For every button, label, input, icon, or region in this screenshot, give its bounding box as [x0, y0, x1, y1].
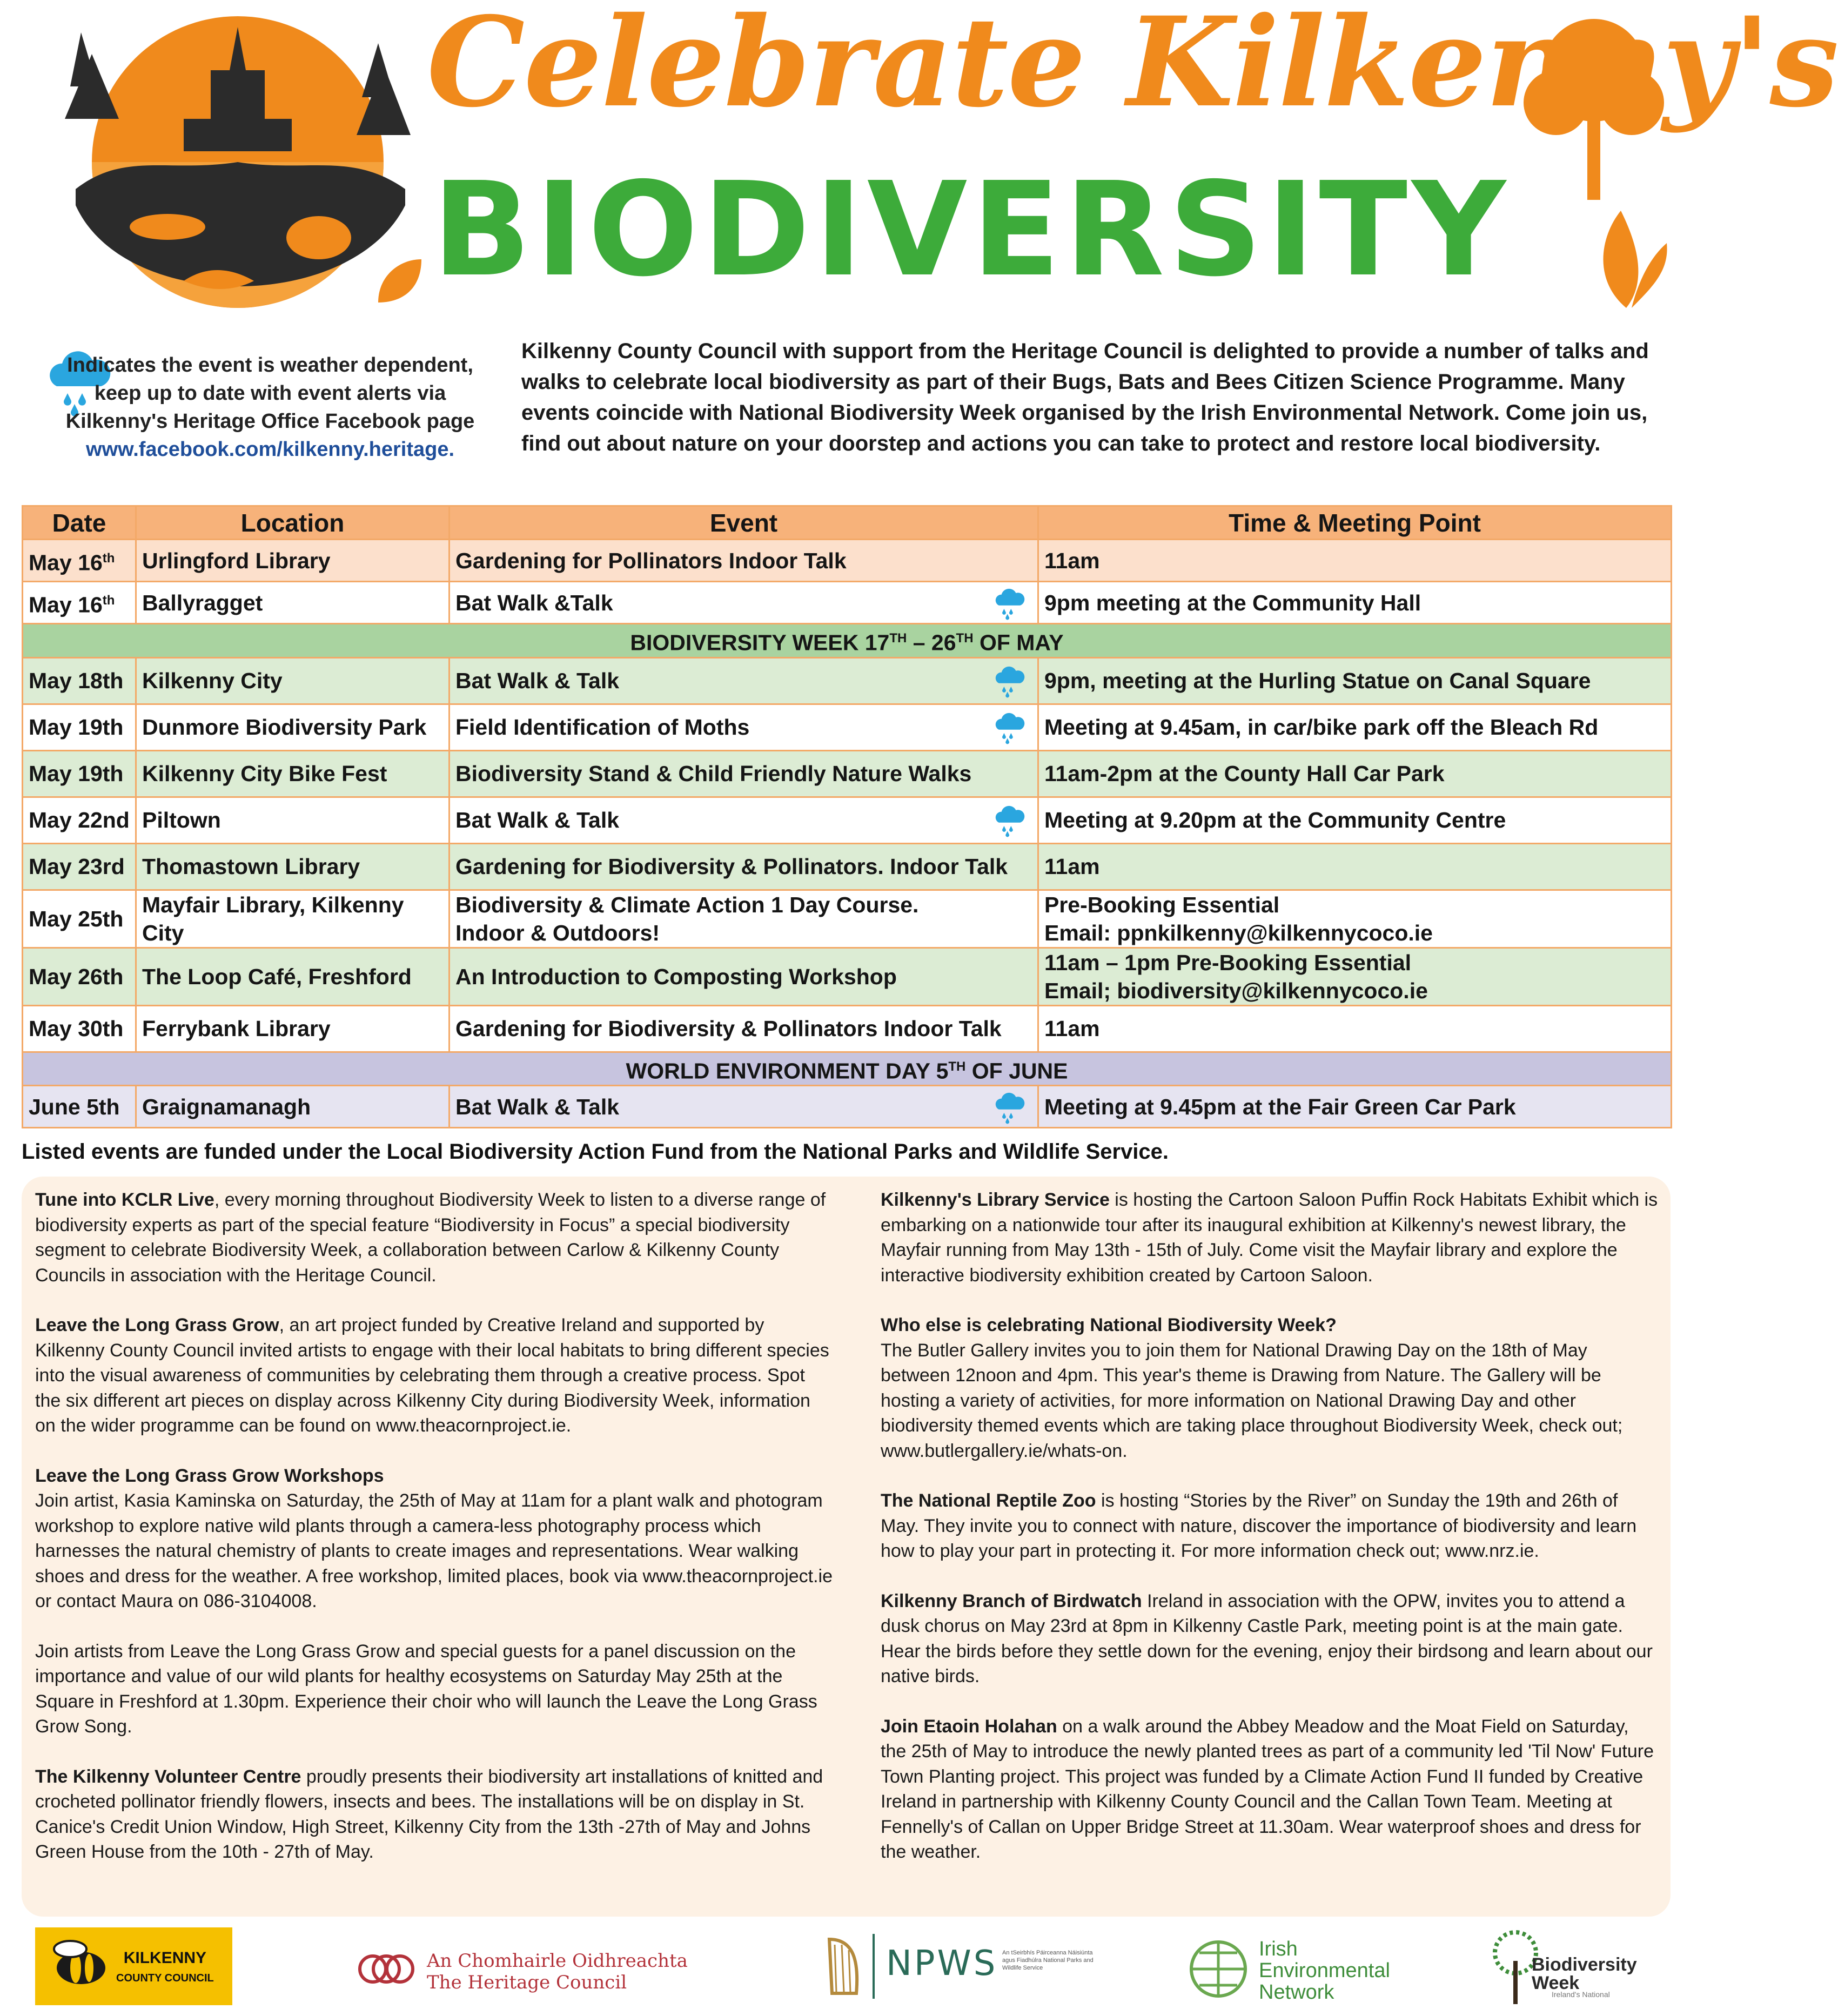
events-table	[22, 505, 1672, 1128]
kilkenny-logo-line2: COUNTY COUNCIL	[116, 1972, 214, 1984]
cell-time: 11am	[1038, 843, 1672, 890]
ien-line2: Environmental	[1259, 1959, 1390, 1982]
table-row	[23, 582, 1672, 624]
cell-time: 11am – 1pm Pre-Booking Essential Email; biodiversity@kilkennycoco.ie	[1038, 947, 1672, 1005]
funding-note: Listed events are funded under the Local Biodiversity Action Fund from the National Parks and Wildlife Service.	[22, 1140, 1169, 1164]
kilkenny-county-council-logo	[35, 1927, 232, 2005]
title-biodiversity: BIODIVERSITY	[432, 154, 1510, 305]
section-header-row	[23, 1052, 1672, 1086]
header-location: Location	[136, 506, 450, 540]
table-row	[23, 1005, 1672, 1052]
cell-location: Piltown	[136, 797, 450, 843]
table-header-row	[23, 506, 1672, 540]
info-column-right	[881, 1187, 1659, 1890]
table-row	[23, 704, 1672, 750]
cell-time: Pre-Booking Essential Email: ppnkilkenny@kilkennycoco.ie	[1038, 890, 1672, 947]
cell-location: Kilkenny City	[136, 657, 450, 704]
npws-logo: NPWS	[886, 1944, 998, 1984]
ien-globe-icon	[1189, 1939, 1248, 1999]
section-header-row	[23, 624, 1672, 658]
weather-dependent-icon	[991, 803, 1028, 837]
cell-event: Bat Walk & Talk	[450, 797, 1038, 843]
info-paragraph: Kilkenny Branch of Birdwatch Ireland in association with the OPW, invites you to attend a dusk chorus on May 23rd at 8pm in Kilkenny Castle Park, meeting point is at the main gate. Hear the birds before they settle down for the evening, enjoy their birdsong and learn about our native birds.	[881, 1590, 1653, 1686]
cell-event: Bat Walk & Talk	[450, 657, 1038, 704]
header-date: Date	[23, 506, 136, 540]
weather-dependent-icon	[991, 586, 1028, 620]
cell-time: 9pm meeting at the Community Hall	[1038, 582, 1672, 624]
sponsor-logos	[0, 1923, 1691, 2016]
cell-location: Graignamanagh	[136, 1086, 450, 1128]
info-paragraph: Join artists from Leave the Long Grass Grow and special guests for a panel discussion on the importance and value of our wild plants for healthy ecosystems on Saturday May 25th at the Square in Freshford at 1.30pm. Experience their choir who will launch the Leave the Long Grass Grow Song.	[35, 1641, 817, 1737]
info-paragraph: Kilkenny's Library Service is hosting the Cartoon Saloon Puffin Rock Habitats Exhibit which is embarking on a nationwide tour after its inaugural exhibition at Kilkenny's newest library, the Mayfair running from May 13th - 15th of July. Come visit the Mayfair library and explore the interactive biodiversity exhibition created by Cartoon Saloon.	[881, 1190, 1658, 1286]
cell-date: May 16th	[23, 540, 136, 582]
ien-logo	[1259, 1938, 1390, 2003]
cell-event: Gardening for Pollinators Indoor Talk	[450, 540, 1038, 582]
bw-line2: Week	[1532, 1973, 1580, 1993]
weather-dependent-icon	[991, 1090, 1028, 1124]
legend-description: Indicates the event is weather dependent, keep up to date with event alerts via Kilkenny's Heritage Office Facebook page	[65, 354, 475, 433]
section-title: WORLD ENVIRONMENT DAY 5TH OF JUNE	[23, 1052, 1672, 1086]
cell-date: May 18th	[23, 657, 136, 704]
cell-location: Kilkenny City Bike Fest	[136, 750, 450, 797]
info-paragraph: Who else is celebrating National Biodiversity Week? The Butler Gallery invites you to join them for National Drawing Day on the 18th of May between 12noon and 4pm. This year's theme is Drawing from Nature. The Gallery will be hosting a variety of activities, for more information on National Drawing Day and other biodiversity themed events which are taking place throughout Biodiversity Week, check out; www.butlergallery.ie/whats-on.	[881, 1315, 1623, 1461]
header	[0, 0, 1838, 324]
cell-date: May 30th	[23, 1005, 136, 1052]
kilkenny-logo-line1: KILKENNY	[123, 1949, 207, 1967]
cell-date: May 19th	[23, 704, 136, 750]
intro-paragraph: Kilkenny County Council with support from the Heritage Council is delighted to provide a number of talks and walks to celebrate local biodiversity as part of their Bugs, Bats and Bees Citizen Science Programme. Many events coincide with National Biodiversity Week organised by the Irish Environmental Network. Come join us, find out about nature on your doorstep and actions you can take to protect and restore local biodiversity.	[521, 339, 1649, 455]
ien-line1: Irish	[1259, 1938, 1298, 1960]
table-row	[23, 1086, 1672, 1128]
biodiversity-week-logo	[1532, 1955, 1637, 1992]
table-row	[23, 843, 1672, 890]
bee-icon	[43, 1938, 113, 1992]
info-column-left	[35, 1187, 835, 1890]
table-row	[23, 657, 1672, 704]
cell-time: Meeting at 9.20pm at the Community Centre	[1038, 797, 1672, 843]
info-paragraph: The National Reptile Zoo is hosting “Stories by the River” on Sunday the 19th and 26th of May. They invite you to connect with nature, discover the importance of biodiversity and learn how to play your part in protecting it. For more information check out; www.nrz.ie.	[881, 1490, 1637, 1561]
weather-dependent-icon	[991, 664, 1028, 697]
npws-divider	[873, 1934, 875, 1999]
cell-time: Meeting at 9.45pm at the Fair Green Car Park	[1038, 1086, 1672, 1128]
cell-event: Field Identification of Moths	[450, 704, 1038, 750]
info-paragraph: Leave the Long Grass Grow Workshops Join artist, Kasia Kaminska on Saturday, the 25th of May at 11am for a plant walk and photogram workshop to explore native wild plants through a camera-less photography process which harnesses the natural chemistry of plants to create images and representations. Wear walking shoes and dress for the weather. A free workshop, limited places, book via www.theacornproject.ie or contact Maura on 086-3104008.	[35, 1465, 833, 1611]
cell-location: Urlingford Library	[136, 540, 450, 582]
cell-location: Mayfair Library, Kilkenny City	[136, 890, 450, 947]
cell-event: An Introduction to Composting Workshop	[450, 947, 1038, 1005]
orange-leaf-icon	[373, 254, 427, 308]
header-time: Time & Meeting Point	[1038, 506, 1672, 540]
cell-event: Bat Walk &Talk	[450, 582, 1038, 624]
cell-time: 11am	[1038, 540, 1672, 582]
cell-time: 11am-2pm at the County Hall Car Park	[1038, 750, 1672, 797]
section-title: BIODIVERSITY WEEK 17TH – 26TH OF MAY	[23, 624, 1672, 658]
info-paragraph: Leave the Long Grass Grow, an art project funded by Creative Ireland and supported by Kilkenny County Council invited artists to engage with their local habitats to bring different species into the visual awareness of communities by celebrating them through a creative process. Spot the six different art pieces on display across Kilkenny City during Biodiversity Week, information on the wider programme can be found on www.theacornproject.ie.	[35, 1315, 829, 1436]
facebook-link[interactable]: www.facebook.com/kilkenny.heritage.	[85, 438, 455, 461]
heritage-council-spiral-icon	[357, 1945, 416, 1993]
table-row	[23, 750, 1672, 797]
bw-line1: Biodiversity	[1532, 1954, 1637, 1975]
cell-event: Biodiversity & Climate Action 1 Day Course. Indoor & Outdoors!	[450, 890, 1038, 947]
header-event: Event	[450, 506, 1038, 540]
heritage-logo-irish: An Chomhairle Oidhreachta	[427, 1950, 688, 1972]
bw-subtext: Ireland's National	[1552, 1990, 1610, 1999]
cell-event: Gardening for Biodiversity & Pollinators Indoor Talk	[450, 1005, 1038, 1052]
orange-leaves-icon	[1588, 205, 1669, 313]
weather-dependent-icon	[991, 710, 1028, 744]
npws-subtext: An tSeirbhís Páirceanna Náisiúnta agus Fiadhúlra National Parks and Wildlife Service	[1002, 1950, 1094, 1971]
heritage-logo-english: The Heritage Council	[427, 1972, 627, 1993]
cell-date: May 25th	[23, 890, 136, 947]
cell-date: May 23rd	[23, 843, 136, 890]
info-paragraph: The Kilkenny Volunteer Centre proudly presents their biodiversity art installations of knitted and crocheted pollinator friendly flowers, insects and bees. The installations will be on display in St. Canice's Credit Union Window, High Street, Kilkenny City from the 13th -27th of May and Johns Green House from the 10th - 27th of May.	[35, 1766, 823, 1862]
cell-location: Ballyragget	[136, 582, 450, 624]
info-paragraph: Tune into KCLR Live, every morning throughout Biodiversity Week to listen to a diverse range of biodiversity experts as part of the special feature “Biodiversity in Focus” a special biodiversity segment to celebrate Biodiversity Week, a collaboration between Carlow & Kilkenny County Councils in association with the Heritage Council.	[35, 1190, 826, 1286]
weather-legend	[43, 346, 475, 497]
cell-date: May 26th	[23, 947, 136, 1005]
cell-date: June 5th	[23, 1086, 136, 1128]
heritage-council-logo	[427, 1950, 688, 1993]
cell-event: Bat Walk & Talk	[450, 1086, 1038, 1128]
cell-location: The Loop Café, Freshford	[136, 947, 450, 1005]
ien-line3: Network	[1259, 1981, 1334, 2004]
cell-time: 11am	[1038, 1005, 1672, 1052]
table-row	[23, 947, 1672, 1005]
cell-event: Gardening for Biodiversity & Pollinators. Indoor Talk	[450, 843, 1038, 890]
info-paragraph: Join Etaoin Holahan on a walk around the Abbey Meadow and the Moat Field on Saturday, the 25th of May to introduce the newly planted trees as part of a community led 'Til Now' Future Town Planting project. This project was funded by a Climate Action Fund II funded by Creative Ireland in partnership with Kilkenny County Council and the Callan Town Team. Meeting at Fennelly's of Callan on Upper Bridge Street at 11.30am. Wear waterproof shoes and dress for the weather.	[881, 1716, 1654, 1862]
cell-location: Ferrybank Library	[136, 1005, 450, 1052]
table-row	[23, 890, 1672, 947]
cell-time: 9pm, meeting at the Hurling Statue on Canal Square	[1038, 657, 1672, 704]
title-celebrate-kilkennys: Celebrate Kilkenny's	[427, 0, 1838, 135]
table-row	[23, 797, 1672, 843]
cell-location: Thomastown Library	[136, 843, 450, 890]
cell-date: May 16th	[23, 582, 136, 624]
cell-date: May 22nd	[23, 797, 136, 843]
cell-time: Meeting at 9.45am, in car/bike park off the Bleach Rd	[1038, 704, 1672, 750]
harp-icon	[821, 1934, 864, 1999]
cell-event: Biodiversity Stand & Child Friendly Nature Walks	[450, 750, 1038, 797]
cell-location: Dunmore Biodiversity Park	[136, 704, 450, 750]
table-row	[23, 540, 1672, 582]
cell-date: May 19th	[23, 750, 136, 797]
